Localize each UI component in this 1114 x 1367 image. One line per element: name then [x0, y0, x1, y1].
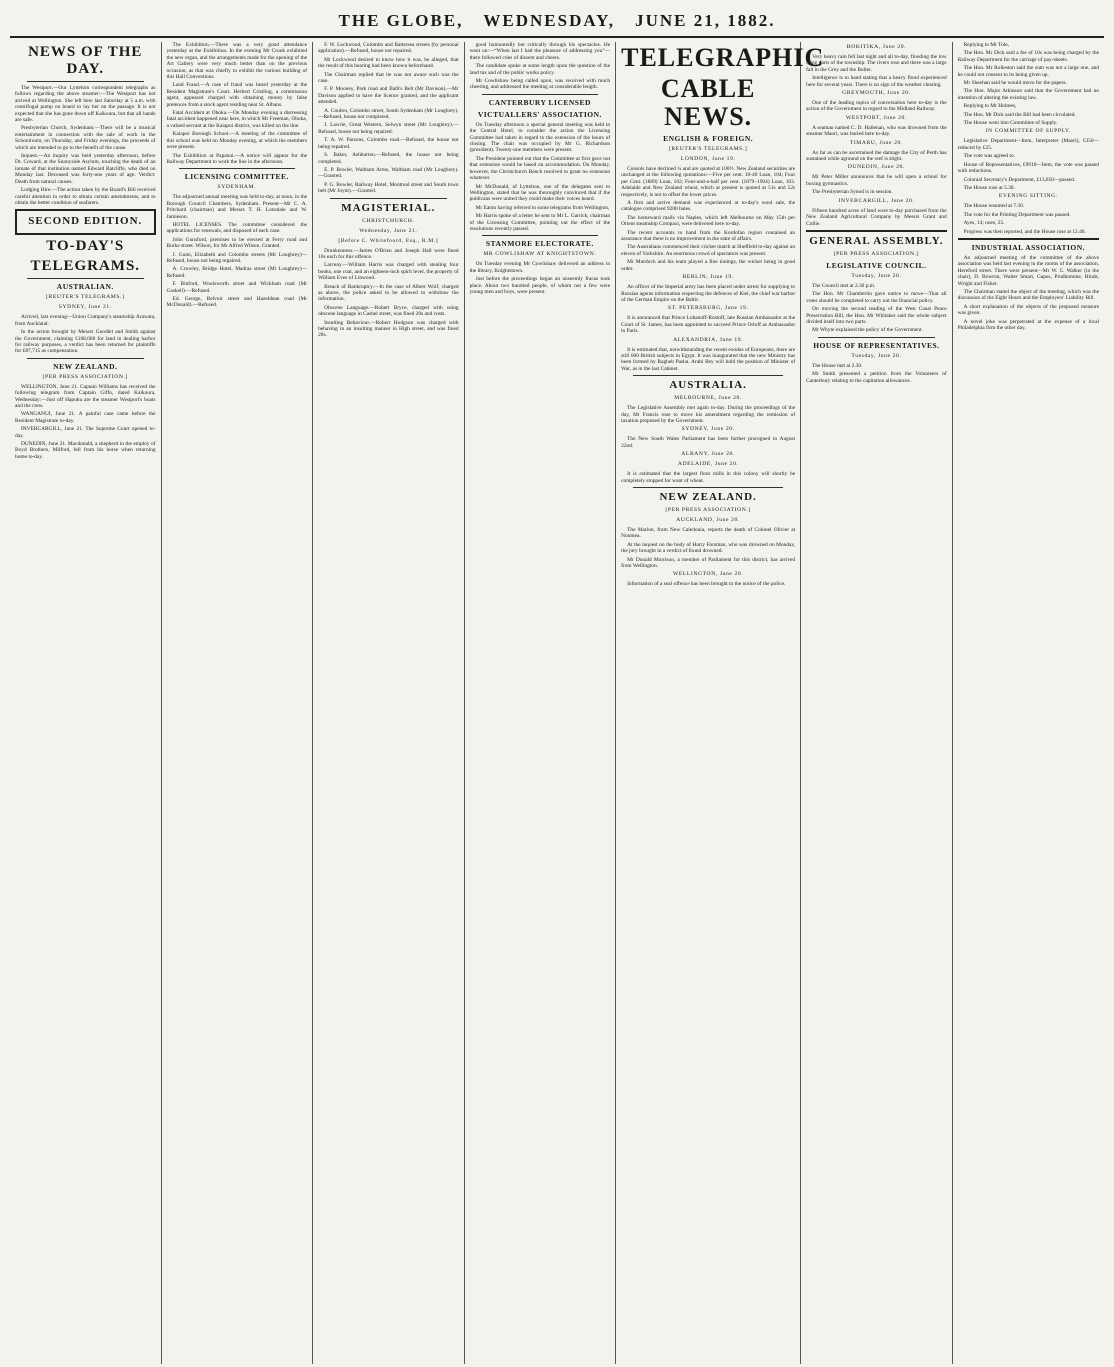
article-paragraph: Lodging Hire.—The action taken by the Board's Bill received careful attention in order to obtain certain amendments, and to obtain the better condition of seafarers. [15, 187, 156, 206]
article-paragraph: John Gunsford, premises to be erected at Ferry road and Burke street. Wilson, for Mr Alfred Wilson. Granted. [166, 236, 308, 250]
article-paragraph: The adjourned annual meeting was held to-day, at noon, in the Borough Council Chambers, Sydenham. Present—Mr C. A. Pritchard (chairman) and Messrs T. H. Lonsdale and W. Jamieson. [166, 194, 308, 220]
column-4 [465, 42, 617, 1364]
press-note: [PER PRESS ASSOCIATION.] [833, 250, 920, 257]
column-3 [313, 42, 465, 1364]
article-paragraph: WANGANUI, June 21. A painful case came before the Resident Magistrate to-day. [15, 411, 156, 424]
court-date: Wednesday, June 21. [359, 227, 418, 234]
article-paragraph: One of the leading topics of conversation here to-day is the action of the Government in regard to the Midland Railway. [806, 100, 947, 113]
article-paragraph: S. Baker, Ashburton.—Refused, the house not being completed. [318, 152, 459, 165]
article-paragraph: Mr Lockwood desired to know how it was, he alleged, that the result of this hearing had been known beforehand. [318, 56, 459, 70]
article-paragraph: The Presbyterian Synod is in session. [812, 189, 893, 196]
column-1 [10, 42, 162, 1364]
bench-note: [Before C. Whitefoord, Esq., R.M.] [338, 237, 439, 244]
article-paragraph: The Hon. Mr Chamberlin gave notice to move—That all votes should be completed to carry out the financial policy. [806, 291, 947, 304]
article-paragraph: Ed. George, Belvoir street and Hazeldean road (Mr McDonald).—Refused. [166, 296, 308, 309]
australia-heading: AUSTRALIA. [669, 379, 747, 392]
article-paragraph: DUNEDIN, June 21. Macdonald, a shepherd in the employ of Boyd Brothers, Milford, fell from his horse when returning home to-day. [15, 441, 156, 460]
article-paragraph: Mr Smith presented a petition from the Volunteers of Canterbury relating to the capitation allowances. [806, 371, 947, 384]
article-paragraph: A short explanation of the objects of the proposed measure was given. [957, 303, 1099, 317]
article-paragraph: Consols have declined ¼ and are quoted at 100½. New Zealand securities are unchanged at the following quotations:—Five per cent. 10-40 Loan, 104; Four per Cent. (1889) Loan, 102; Four-and-a-half per cent. (1879–1904) Loan, 103. Adelaide and New Zealand wheat, which at present is quoted at 51s and 52s respectively, is not to offset the lower prices. [621, 166, 796, 198]
victuallers-association-heading: VICTUALLERS' ASSOCIATION. [477, 109, 602, 119]
industrial-association-heading: INDUSTRIAL ASSOCIATION. [971, 242, 1086, 252]
article-paragraph: WELLINGTON, June 21. Captain Williams has received the following telegram from Captain Giffo, dated Kaikoura, Wednesday:—Just off Hapuku are the steamer Westport's boats and the crew. [15, 383, 156, 409]
new-zealand-heading: NEW ZEALAND. [53, 361, 118, 371]
article-paragraph: Mr Whyte explained the policy of the Government. [812, 327, 923, 334]
licensed-victuallers-heading: CANTERBURY LICENSED [488, 97, 591, 107]
dateline: ADELAIDE, June 20. [677, 461, 739, 468]
dateline: SYDNEY, June 21. [58, 304, 112, 311]
article-paragraph: The Hon. Mr Dick said a fee of 10s was being charged by the Railway Department for the carriage of pay-sheets. [957, 50, 1099, 63]
press-note: [PER PRESS ASSOCIATION.] [42, 373, 128, 380]
dateline: WELLINGTON, June 20. [672, 571, 744, 578]
press-note: [PER PRESS ASSOCIATION.] [665, 507, 751, 513]
article-paragraph: T. A. W. Parsons, Colombo road.—Refused, the house not being repaired. [318, 137, 459, 150]
article-paragraph: A. Coubro, Colombo street, South Sydenham (Mr Loughrey).—Refused, house not completed. [318, 107, 459, 121]
dateline: ALEXANDRIA, June 19. [673, 336, 744, 343]
article-paragraph: Replying to Mr Tole, [963, 42, 1009, 48]
general-assembly-heading: GENERAL ASSEMBLY. [809, 234, 944, 247]
telegraphic-heading: TELEGRAPHIC [621, 43, 825, 72]
article-paragraph: The House went into Committee of Supply. [963, 120, 1058, 127]
article-paragraph: The House resumed at 7.30. [963, 203, 1025, 210]
article-paragraph: Mr Peter Miller announces that he will open a school for boxing gymnastics. [806, 174, 947, 187]
article-paragraph: Mr Murdoch and his team played a fine innings, the wicket being in good order. [621, 259, 796, 272]
dateline: ST. PETERSBURG, June 19. [667, 305, 749, 312]
dateline: SYDNEY, June 20. [681, 426, 735, 433]
article-paragraph: The Australians commenced their cricket match at Sheffield to-day against an eleven of Yorkshire. An enormous crowd of spectators was present. [621, 244, 796, 257]
magisterial-heading: MAGISTERIAL. [341, 201, 436, 214]
article-paragraph: In the action brought by Messrs Goodlet and Smith against the Government, claiming £168,000 for land in dealing harbor for railway purposes, a verdict has been returned for plaintiffs for £87,715 as compensation. [15, 329, 156, 355]
article-paragraph: As far as can be ascertained the damage the City of Perth has sustained while aground on the reef is slight. [806, 149, 947, 163]
article-paragraph: Information of a seal offence has been brought to the notice of the police. [627, 581, 786, 588]
article-paragraph: A seaman named C. D. Hallenan, who was drowned from the steamer Maori, was buried here to-day. [806, 124, 947, 138]
article-paragraph: The Hon. Major Atkinson said that the Government had no intention of altering the existing law. [957, 88, 1099, 101]
english-foreign-heading: ENGLISH & FOREIGN. [663, 134, 754, 143]
licensing-committee-heading: LICENSING COMMITTEE. [184, 172, 289, 182]
article-paragraph: J. Lawrie, Great Western, Selwyn street (Mr Loughrey).—Refused, house not being repaired. [318, 122, 459, 135]
dateline: LONDON, June 19. [680, 156, 736, 162]
article-paragraph: The Chairman stated the object of the meeting, which was the discussion of the Eight Hours and the Employers' Liability Bill. [957, 288, 1099, 302]
article-paragraph: It is estimated that, notwithstanding the recent exodus of Europeans, there are still 600 British subjects in Egypt. It was inaugurated that the new Ministry has been formed by Ragheb Pasha. Arabi Bey will hold the position of Minister of War, as in the last Cabinet. [621, 346, 796, 372]
article-paragraph: F. Binford, Woolsworth street and Wickham road (Mr Gaskell).—Refused. [166, 281, 308, 294]
article-paragraph: Mr Eaton having referred to some telegrams from Wellington, [475, 204, 610, 211]
second-edition-heading: SECOND EDITION. [28, 215, 143, 228]
article-paragraph: Arrived, last evening—Union Company's steamship Arawata, from Auckland. [15, 314, 156, 327]
article-paragraph: The recent accounts to hand from the Kordofan region contained an assurance that there is no improvement in the state of affairs. [621, 229, 796, 243]
dateline: WESTPORT, June 20. [845, 114, 907, 121]
masthead-day: WEDNESDAY, [483, 11, 616, 30]
dateline: MELBOURNE, June 20. [674, 395, 742, 402]
article-paragraph: An adjourned meeting of the committee of the above association was held last evening in the rooms of the association, Hereford street. There were present—Mr W. C. Walker (in the chair), D. Bowron, Walter Smart, Gapes, Prudhomme, Hinds, Wright and Fisher. [957, 254, 1099, 287]
article-paragraph: The Exhibition at Papanui.—A notice will appear for the Railway Department to work the line in the afternoon. [166, 152, 308, 165]
article-paragraph: Progress was then reported, and the House rose at 12.40. [963, 228, 1086, 235]
dateline: TIMARU, June 20. [849, 139, 903, 146]
article-paragraph: Drunkenness.—James O'Brien and Joseph Hall were fined 10s each for this offence. [318, 247, 459, 260]
sitting-date: Tuesday, June 20. [851, 352, 902, 359]
dateline: BERLIN, June 19. [682, 274, 734, 281]
article-paragraph: Mr Cowlishaw being called upon, was received with much cheering, and addressed the meeting at considerable length. [469, 78, 611, 91]
column-7 [953, 42, 1104, 1364]
article-paragraph: On Tuesday evening Mr Cowlishaw delivered an address in the library, Knightstown. [469, 261, 611, 274]
article-paragraph: Replying to Mr Holmes, [963, 103, 1017, 110]
article-paragraph: The vote for the Printing Department was passed. [963, 211, 1071, 218]
article-paragraph: The vote was agreed to. [963, 153, 1015, 160]
columns [10, 42, 1104, 1364]
article-paragraph: E. P. Bowler, Waltham Arms, Waltham road (Mr Loughrey).—Granted. [318, 166, 459, 180]
column-5 [616, 42, 825, 1364]
article-paragraph: Fifteen hundred acres of land were to-day purchased from the New Zealand Agricultural Company by Messrs Grant and Collie. [806, 207, 947, 227]
article-paragraph: The candidate spoke at some length upon the question of the land tax and of the public works policy. [469, 63, 611, 76]
article-paragraph: Just before the proceedings began an unseemly fracas took place. About two hundred people, of whom not a few were young men and boys, were present. [469, 276, 611, 295]
agency-note: [REUTER'S TELEGRAMS.] [46, 294, 125, 301]
masthead-paper: THE GLOBE, [338, 11, 464, 30]
evening-sitting-heading: EVENING SITTING. [998, 193, 1058, 200]
committee-of-supply-heading: IN COMMITTEE OF SUPPLY. [985, 128, 1071, 135]
article-paragraph: Presbyterian Church, Sydenham.—There will be a musical entertainment in connection with the sale of work in the Schoolroom, on Thursday, and Friday evenings, the proceeds of which are intended to go to the benefit of the cause. [15, 125, 156, 151]
article-paragraph: Very heavy rain fell last night and all to-day, flooding the low lying parts of the township. The rivers rose and there was a large fall in the Grey and the Buller. [806, 54, 947, 73]
telegrams-heading: TELEGRAMS. [30, 258, 141, 275]
article-paragraph: Land Fraud.—A case of fraud was heard yesterday at the Resident Magistrate's Court. Herbert Cristling, a commission agent, appeared charged with obtaining money by false pretences from a stock agent residing near St. Albans. [166, 82, 308, 108]
australian-heading: AUSTRALIAN. [56, 282, 114, 292]
article-paragraph: F. W. Lockwood, Colombo and Battersea streets (by personal application).—Refused, house not repaired. [318, 42, 459, 55]
legislative-council-heading: LEGISLATIVE COUNCIL. [826, 260, 927, 270]
article-paragraph: The Legislative Assembly met again to-day. During the proceedings of the day, Mr Francis rose to move his amendment regarding the remission of taxation proposed by the Government. [621, 405, 796, 424]
article-paragraph: A novel joke was perpetrated at the expense of a local Philadelphia firm the other day. [957, 318, 1099, 331]
cable-news-heading: CABLE NEWS. [660, 74, 756, 131]
article-paragraph: House of Representatives, £9910—Item, the vote was passed with reductions. [957, 161, 1099, 175]
article-paragraph: At the inquest on the body of Harry Forsman, who was drowned on Monday, the jury brought in a verdict of found drowned. [621, 541, 796, 555]
article-paragraph: F. P. Mooney, Park road and Bath's Belt (Mr Davison).—Mr Davison applied to have the licence granted, and the applicant attended. [318, 86, 459, 106]
article-paragraph: The President pointed out that the Committee at first gave out that extension would be based on accommodation. On Monday, however, the Christchurch Bench resolved to grant no extension whatever. [469, 155, 611, 182]
article-paragraph: Larceny.—William Harris was charged with stealing four books, one coat, and an eighteen-inch spirit level, the property of William Eves of Linwood. [318, 262, 459, 282]
article-paragraph: The Hon. Mr Dick said the Bill had been circulated. [963, 111, 1076, 118]
article-paragraph: A firm and active demand was experienced at to-day's wool sale, the catalogue comprised 9200 bales. [621, 200, 796, 213]
article-paragraph: good humouredly but critically through his spectacles. He went on:—“When last I had the pleasure of addressing you”—there followed cries of dissent and cheers. [469, 42, 611, 61]
article-paragraph: The Chairman replied that he was not aware such was the case. [318, 71, 459, 85]
dateline: CHRISTCHURCH. [362, 217, 415, 224]
meeting-subheading: MR COWLISHAW AT KNIGHTSTOWN. [483, 251, 597, 258]
agency-note: [REUTER'S TELEGRAMS.] [668, 146, 748, 152]
article-paragraph: The Council met at 2.30 p.m. [812, 282, 876, 289]
article-paragraph: J. Gunn, Elizabeth and Colombo streets (Mr Loughrey)—Refused, house not being repaired. [166, 251, 308, 264]
article-paragraph: It is estimated that the largest flour mills in this colony will shortly be completely stopped for want of wheat. [621, 471, 796, 484]
article-paragraph: P. G. Bowler, Railway Hotel, Montreal street and South town belt (Mr Joynt).—Granted. [318, 181, 459, 195]
dateline: HOKITIKA, June 20. [846, 44, 907, 50]
article-paragraph: The Westport.—Our Lyttelton correspondent telegraphs as follows regarding the above steamer:—The Westport has not arrived at Wellington. She left here last Saturday at 5 a.m. with centrifugal pump on board to lay her on the passage. It is not expected that she has gone down off Kaikoura, but that all hands are safe. [15, 85, 156, 124]
article-paragraph: The Marion, from New Caledonia, reports the death of Colonel Olivier at Noumea. [621, 527, 796, 540]
dateline: ALBANY, June 20. [681, 451, 735, 458]
article-paragraph: An officer of the Imperial army has been placed under arrest for supplying to Russian agents information respecting the defences of Kiel, the chief war harbor of the German Empire on the Baltic. [621, 284, 796, 303]
dateline: INVERCARGILL, June 20. [838, 197, 915, 204]
article-paragraph: The New South Wales Parliament has been further prorogued to August 22nd. [621, 436, 796, 449]
article-paragraph: The homeward mails via Naples, which left Melbourne on May 15th per Orient steamship Cotopaxi, were delivered here to-day. [621, 214, 796, 228]
article-paragraph: Mr Donald Morrison, a member of Parliament for this district, has arrived from Wellington. [621, 556, 796, 570]
dateline: DUNEDIN, June 20. [847, 164, 905, 171]
dateline: AUCKLAND, June 20. [676, 517, 740, 523]
masthead [10, 6, 1104, 38]
article-paragraph: Colonial Secretary's Department, £13,850—passed. [963, 176, 1076, 183]
todays-heading: TO-DAY'S [46, 238, 125, 255]
masthead-date: JUNE 21, 1882. [635, 11, 776, 30]
article-paragraph: On Tuesday afternoon a special general meeting was held in the Central Hotel, to consider the action the Licensing Committee had taken in regard to the extension of the hours of closing. The chair was occupied by Mr G. Richardson (president). Twenty-one members were present. [469, 121, 611, 154]
news-of-the-day-heading: NEWS OF THE DAY. [28, 44, 143, 77]
article-paragraph: Intelligence is to hand stating that a heavy flood experienced here for several years. There is no sign of the weather clearing. [806, 75, 947, 88]
article-paragraph: A. Crowley, Bridge Hotel, Madras street (Mr Loughrey)—Refused. [166, 266, 308, 279]
dateline: SYDENHAM. [217, 184, 257, 191]
second-edition-banner [15, 209, 156, 235]
article-paragraph: Obscene Language.—Robert Bryce, charged with using obscene language in Cashel street, was fined 20s and costs. [318, 304, 459, 318]
article-paragraph: Mr McDonald, of Lyttelton, one of the delegates sent to Wellington, stated that he was thoroughly convinced that if the publicans were united they could make their voices heard. [469, 183, 611, 203]
article-paragraph: The House rose at 5.30. [963, 184, 1015, 191]
article-paragraph: Insulting Behaviour.—Robert Hodgson was charged with behaving in an insulting manner in High street, and was fined 20s. [318, 319, 459, 339]
article-paragraph: Kaiapoi Borough School.—A meeting of the committee of this school was held on Monday evening, at which the members were present. [166, 131, 308, 151]
article-paragraph: It is announced that Prince Lobanoff-Rostoff, late Russian Ambassador at the Court of St. James, has been appointed to succeed Prince Orloff as Ambassador to Paris. [621, 315, 796, 335]
article-paragraph: Mr Harris spoke of a letter he sent to Mr L. Garrick, chairman of the Licensing Committee, pointing out the effect of the resolutions recently passed. [469, 213, 611, 232]
column-6 [801, 42, 953, 1364]
sitting-date: Tuesday, June 20. [851, 272, 902, 279]
article-paragraph: Fatal Accident at Ohoka.—On Monday evening a distressing fatal accident happened near here, in which Mr Freeman, Ohoka, a valued servant at the Kaiapoi district, was killed on the line. [166, 110, 308, 129]
article-paragraph: HOTEL LICENSES. The committee considered the applications for renewals, and disposed of each case. [166, 221, 308, 235]
house-of-representatives-heading: HOUSE OF REPRESENTATIVES. [813, 340, 940, 350]
article-paragraph: The House met at 2.30. [812, 362, 863, 369]
dateline: GREYMOUTH, June 20. [842, 90, 911, 97]
stanmore-electorate-heading: STANMORE ELECTORATE. [485, 239, 594, 249]
new-zealand-heading: NEW ZEALAND. [659, 491, 757, 503]
column-2 [162, 42, 314, 1364]
article-paragraph: Breach of Bankruptcy.—In the case of Albert Wolf, charged as above, the police asked to be allowed to withdraw the information. [318, 283, 459, 303]
article-paragraph: Mr Sheehan said he would move for the papers. [963, 80, 1067, 87]
article-paragraph: Legislative Department—Item, Interpreter (Maori), £350—reduced by £25. [957, 138, 1099, 151]
article-paragraph: Ayes, 14; noes, 25. [963, 220, 1005, 227]
article-paragraph: On moving the second reading of the West Coast Peace Preservation Bill, the Hon. Mr Whitaker said the whole subject divided itself into two parts. [806, 306, 947, 325]
article-paragraph: The Exhibition.—There was a very good attendance yesterday at the Exhibition. In the evening Mr Crook exhibited the new organ, and the arrangements made for the opening of the Art Gallery were very much better than on the previous occasion, as that was chiefly to exhibit the various building of this Hall Conventions. [166, 42, 308, 81]
article-paragraph: Inquest.—An inquiry was held yesterday afternoon, before Dr. Coward, at the Sunnyside Asylum, touching the death of an inmate of that institution named Edward Ratcliffe, who died on Monday last. Deceased was forty-one years of age. Verdict: Death from natural causes. [15, 153, 156, 185]
article-paragraph: The Hon. Mr Rolleston said the sum was not a large one, and he could not consent to its being given up. [957, 65, 1099, 78]
article-paragraph: INVERCARGILL, June 21. The Supreme Court opened to-day. [15, 426, 156, 439]
